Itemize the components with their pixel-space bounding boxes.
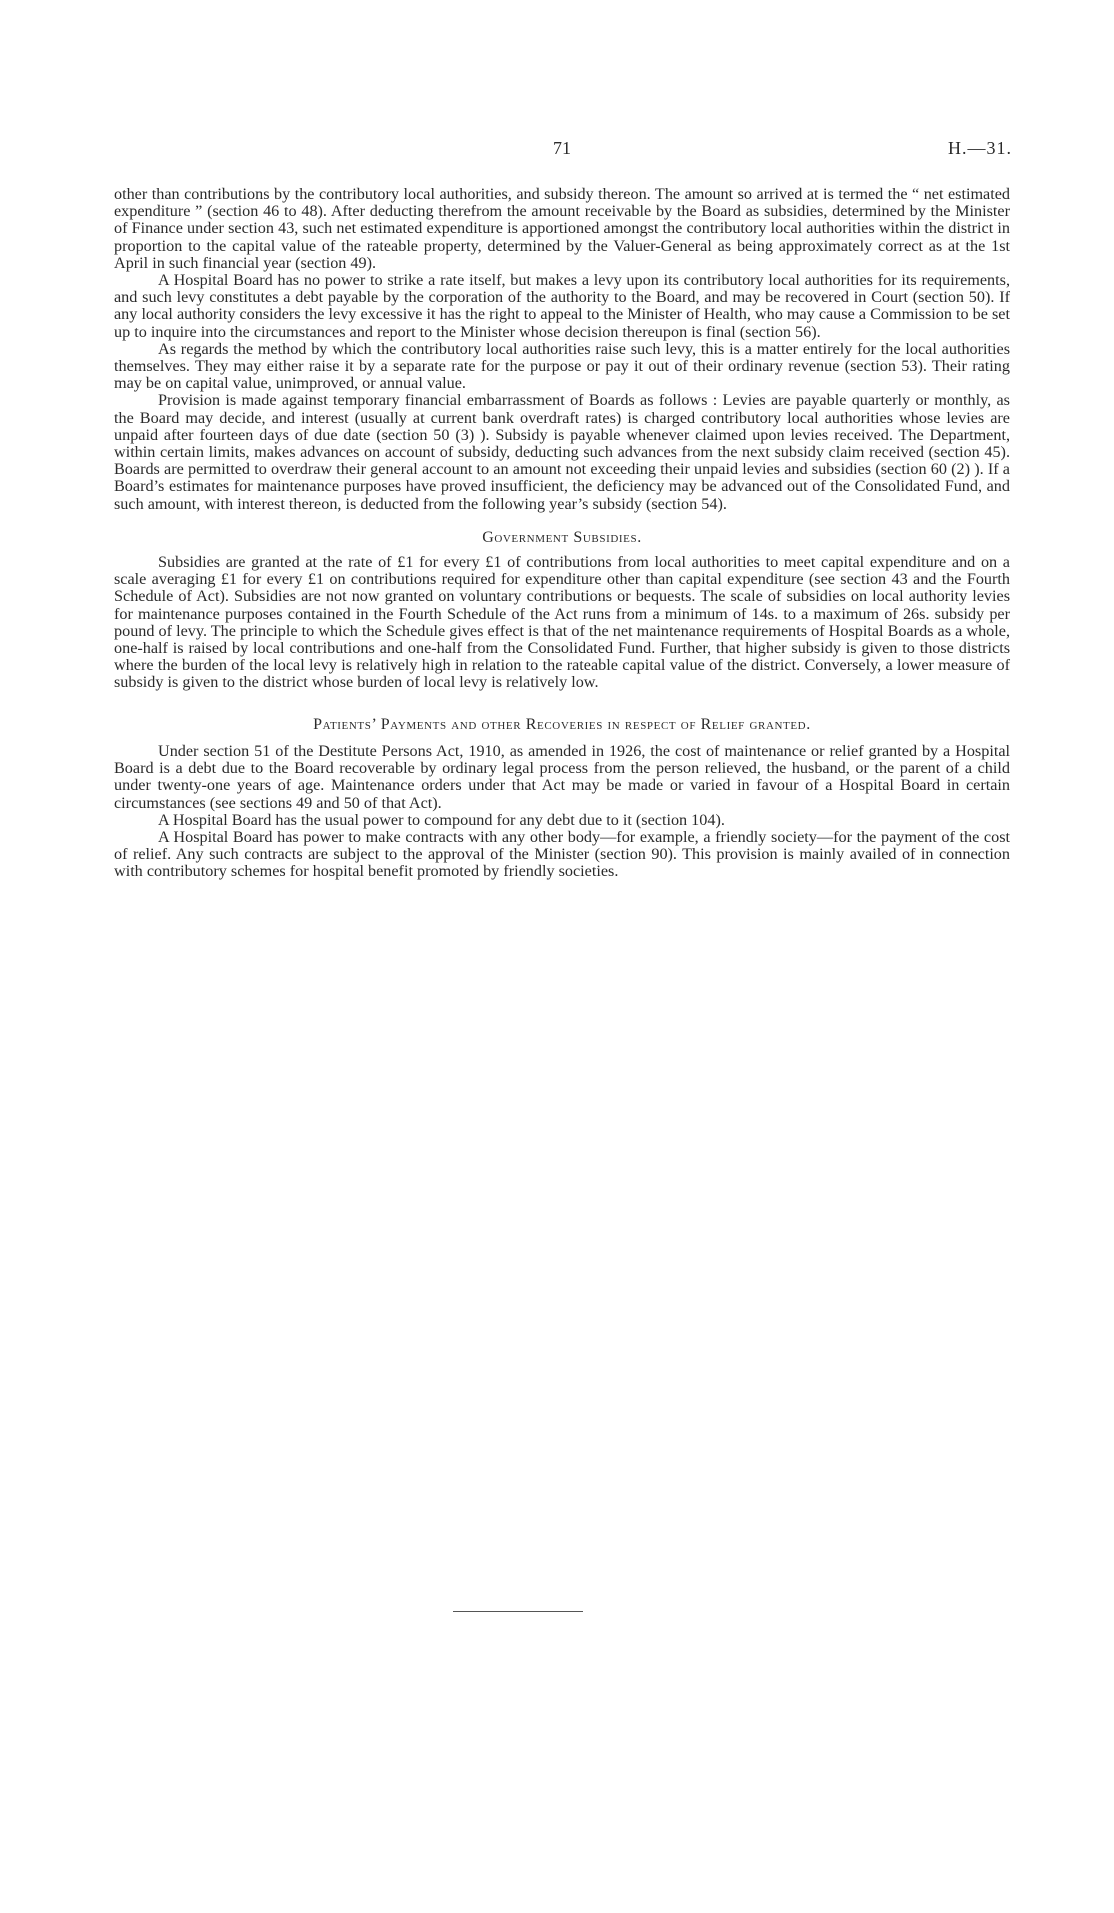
paragraph: Provision is made against temporary financial embarrassment of Boards as follows : Levies are payable quarterly or monthly, as the Board may decide, and interest (usually at current bank overdraft rates) is charged contributory local authorities whose levies are unpaid after fourteen days of due date (section 50 (3) ). Subsidy is payable whenever claimed upon levies received. The Department, within certain limits, makes advances on account of subsidy, deducting such advances from the next subsidy claim received (section 45). Boards are permitted to overdraw their general account to an amount not exceeding their unpaid levies and subsidies (section 60 (2) ). If a Board’s estimates for maintenance purposes have proved insufficient, the deficiency may be advanced out of the Consolidated Fund, and such amount, with interest thereon, is deducted from the following year’s subsidy (section 54).: [114, 391, 1010, 513]
paragraph: Subsidies are granted at the rate of £1 for every £1 of contributions from local authorities to meet capital expenditure and on a scale averaging £1 for every £1 on contributions required for expenditure other than capital expenditure (see section 43 and the Fourth Schedule of Act). Subsidies are not now granted on voluntary contributions or bequests. The scale of subsidies on local authority levies for maintenance purposes contained in the Fourth Schedule of the Act runs from a minimum of 14s. to a maximum of 26s. subsidy per pound of levy. The principle to which the Schedule gives effect is that of the net maintenance requirements of Hospital Boards as a whole, one-half is raised by local contributions and one-half from the Consolidated Fund. Further, that higher subsidy is given to those districts where the burden of the local levy is relatively high in relation to the rateable capital value of the district. Conversely, a lower measure of subsidy is given to the district whose burden of local levy is relatively low.: [114, 553, 1010, 692]
section-heading-patients-payments: Patients’ Payments and other Recoveries in respect of Relief granted.: [313, 715, 811, 733]
paragraph: As regards the method by which the contributory local authorities raise such levy, this is a matter entirely for the local authorities themselves. They may either raise it by a separate rate for the purpose or pay it out of their ordinary revenue (section 53). Their rating may be on capital value, unimproved, or annual value.: [114, 339, 1010, 393]
document-reference: H.—31.: [948, 138, 1012, 158]
closing-rule: [453, 1611, 583, 1612]
paragraph: A Hospital Board has power to make contracts with any other body—for example, a friendly society—for the payment of the cost of relief. Any such contracts are subject to the approval of the Minister (section 90). This provision is mainly availed of in connection with contributory schemes for hospital benefit promoted by friendly societies.: [114, 827, 1010, 881]
paragraph: other than contributions by the contributory local authorities, and subsidy thereon. The amount so arrived at is termed the “ net estimated expenditure ” (section 46 to 48). After deducting therefrom the amount receivable by the Board as subsidies, determined by the Minister of Finance under section 43, such net estimated expenditure is apportioned amongst the contributory local authorities within the district in proportion to the capital value of the rateable property, determined by the Valuer-General as being approximately correct as at the 1st April in such financial year (section 49).: [114, 185, 1010, 272]
paragraph: A Hospital Board has the usual power to compound for any debt due to it (section 104).: [158, 810, 725, 829]
paragraph: A Hospital Board has no power to strike a rate itself, but makes a levy upon its contributory local authorities for its requirements, and such levy constitutes a debt payable by the corporation of the authority to the Board, and may be recovered in Court (section 50). If any local authority considers the levy excessive it has the right to appeal to the Minister of Health, who may cause a Commission to be set up to inquire into the circumstances and report to the Minister whose decision thereupon is final (section 56).: [114, 271, 1010, 341]
page-number: 71: [553, 138, 571, 158]
section-heading-government-subsidies: Government Subsidies.: [482, 528, 642, 546]
page-header: [112, 138, 1012, 164]
paragraph: Under section 51 of the Destitute Persons Act, 1910, as amended in 1926, the cost of maintenance or relief granted by a Hospital Board is a debt due to the Board recoverable by ordinary legal process from the person relieved, the husband, or the parent of a child under twenty-one years of age. Maintenance orders under that Act may be made or varied in favour of a Hospital Board in certain circumstances (see sections 49 and 50 of that Act).: [114, 741, 1010, 812]
body-text: [114, 186, 1010, 881]
